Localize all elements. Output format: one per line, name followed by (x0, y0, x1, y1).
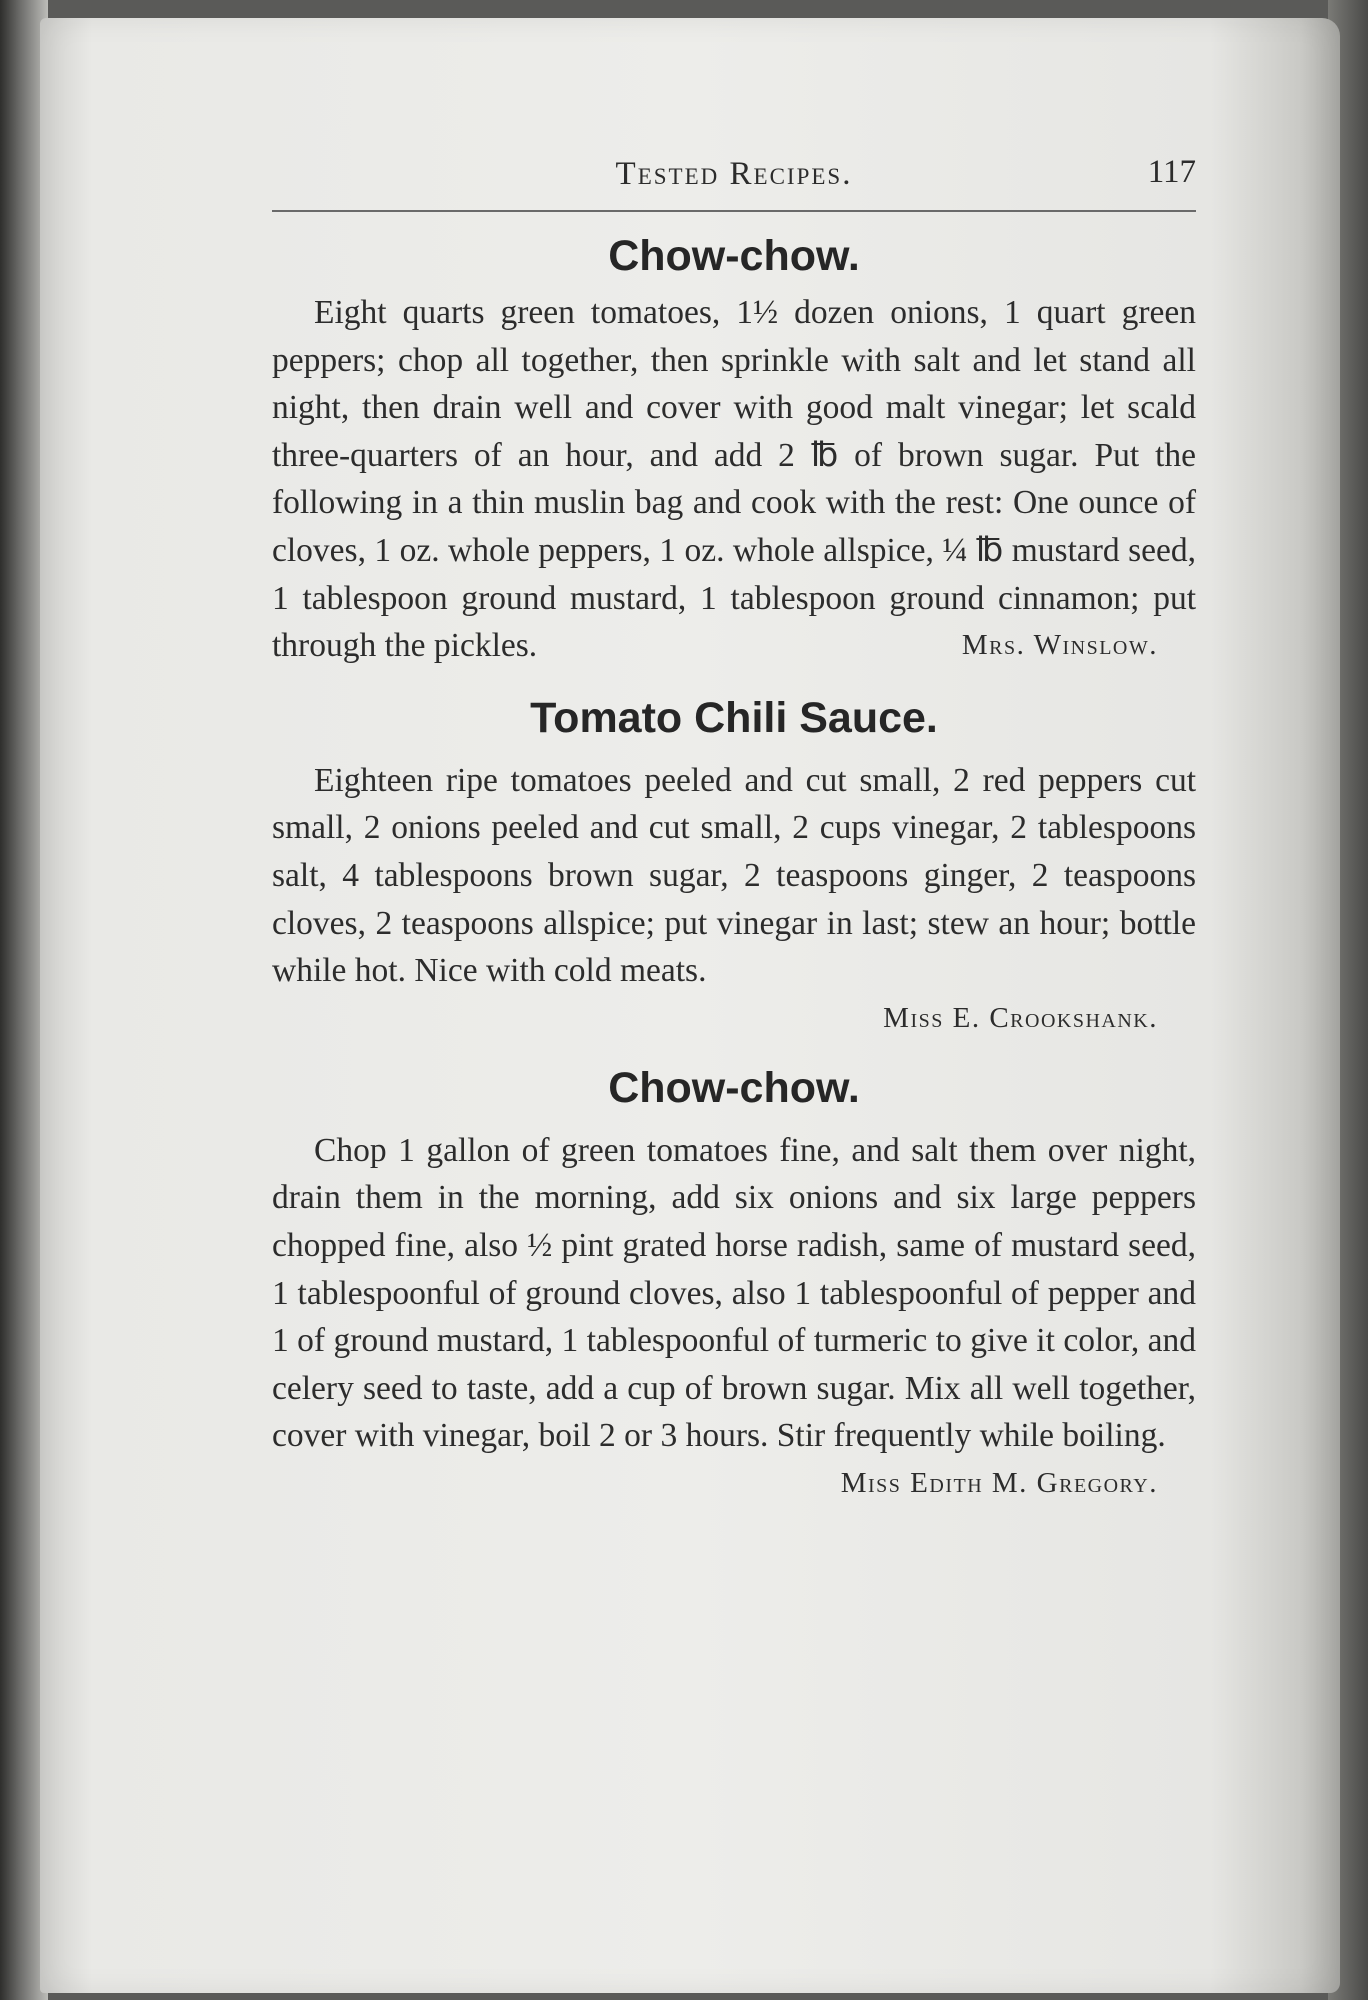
recipe-title: Tomato Chili Sauce. (530, 693, 938, 742)
recipe-body: Eight quarts green tomatoes, 1½ dozen onions, 1 quart green peppers; chop all together, then sprinkle with salt and let stand all night, then drain well and cover with good malt vinegar; let scald three-quarters of an hour, and add 2 ℔ of brown sugar. Put the following in a thin muslin bag and cook with the rest: One ounce of cloves, 1 oz. whole peppers, 1 oz. whole allspice, ¼ ℔ mustard seed, 1 tablespoon ground mustard, 1 tablespoon ground cinnamon; put through the pickles. (272, 294, 1196, 665)
running-title: Tested Recipes. (615, 156, 853, 192)
book-page (40, 18, 1340, 1993)
page-number: 117 (1147, 154, 1196, 190)
recipe-title: Chow-chow. (608, 232, 860, 280)
recipe-tomato-chili-sauce (272, 694, 1196, 1042)
recipe-author: Miss E. Crookshank. (883, 1001, 1158, 1034)
recipe-title: Chow-chow. (608, 1063, 860, 1112)
recipe-author: Miss Edith M. Gregory. (840, 1466, 1158, 1499)
recipe-chow-chow-1 (272, 232, 1196, 670)
page-content (272, 148, 1196, 1507)
recipe-body: Chop 1 gallon of green tomatoes fine, and salt them over night, drain them in the morning, add six onions and six large peppers chopped fine, also ½ pint grated horse radish, same of mustard seed, 1 tablespoonful of ground cloves, also 1 tablespoonful of pepper and 1 of ground mustard, 1 tablespoonful of turmeric to give it color, and celery seed to taste, add a cup of brown sugar. Mix all well together, cover with vinegar, boil 2 or 3 hours. Stir frequently while boiling. (272, 1131, 1196, 1455)
running-head (272, 148, 1196, 212)
recipe-body: Eighteen ripe tomatoes peeled and cut small, 2 red peppers cut small, 2 onions peeled and cut small, 2 cups vinegar, 2 tablespoons salt, 4 tablespoons brown sugar, 2 teaspoons ginger, 2 teaspoons cloves, 2 teaspoons allspice; put vinegar in last; stew an hour; bottle while hot. Nice with cold meats. (272, 761, 1196, 990)
recipe-chow-chow-2 (272, 1064, 1196, 1507)
recipe-author: Mrs. Winslow. (961, 629, 1158, 662)
